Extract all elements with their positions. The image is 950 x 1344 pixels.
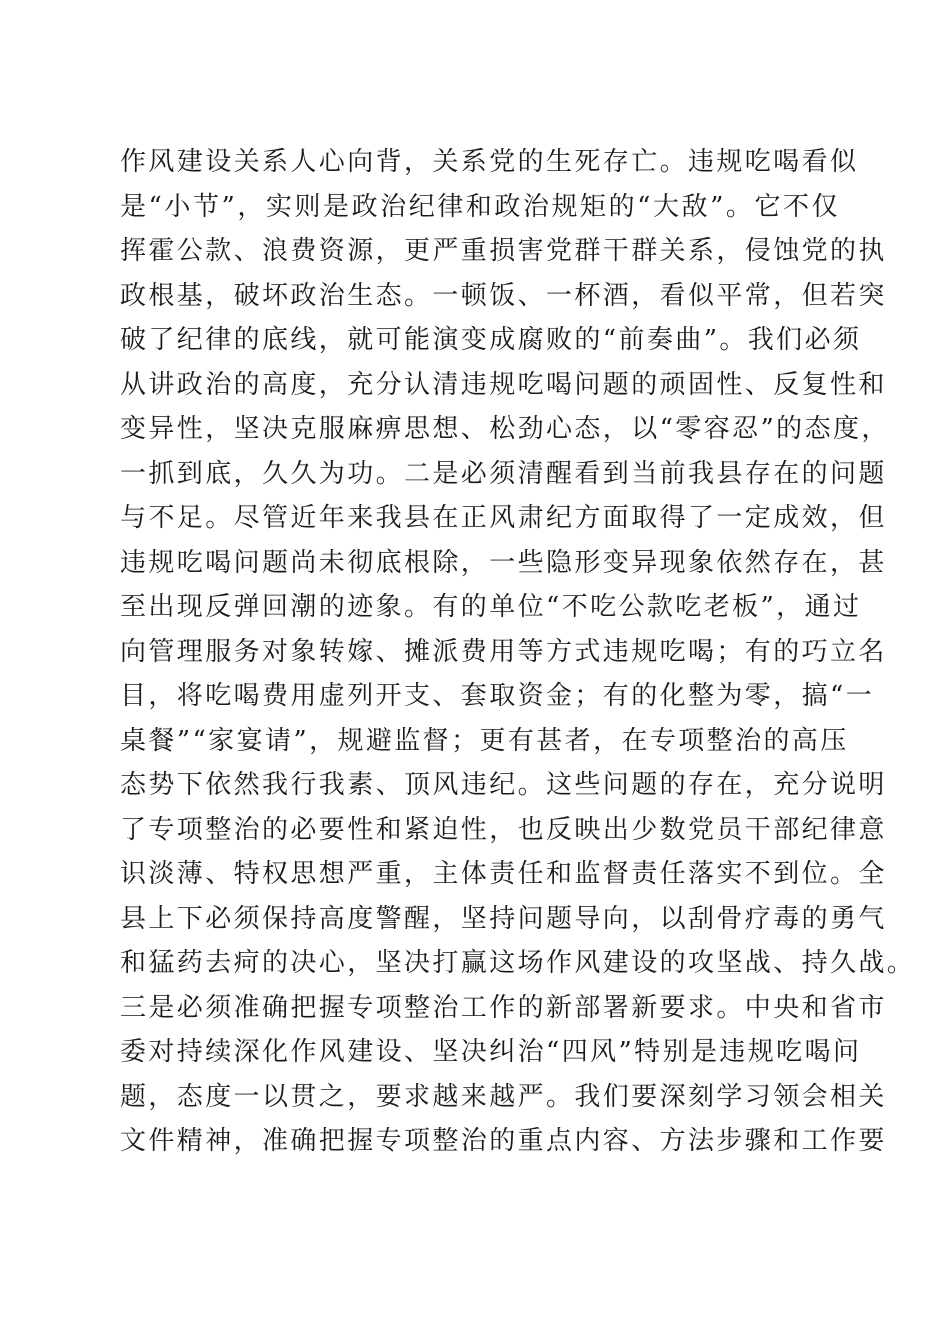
text-line: 目，将吃喝费用虚列开支、套取资金；有的化整为零，搞“一	[120, 681, 875, 711]
text-line: 三是必须准确把握专项整治工作的新部署新要求。中央和省市	[120, 992, 887, 1023]
text-line: 县上下必须保持高度警醒，坚持问题导向，以刮骨疗毒的勇气	[120, 903, 887, 934]
text-line: 态势下依然我行我素、顶风违纪。这些问题的存在，充分说明	[120, 770, 887, 800]
body-paragraph	[120, 140, 916, 1164]
text-line: 破了纪律的底线，就可能演变成腐败的“前奏曲”。我们必须	[120, 325, 862, 355]
text-line: 和猛药去疴的决心，坚决打赢这场作风建设的攻坚战、持久战。	[120, 948, 916, 978]
text-line: 至出现反弹回潮的迹象。有的单位“不吃公款吃老板”，通过	[120, 592, 862, 622]
text-line: 识淡薄、特权思想严重，主体责任和监督责任落实不到位。全	[120, 859, 887, 889]
text-line: 违规吃喝问题尚未彻底根除，一些隐形变异现象依然存在，甚	[120, 547, 887, 578]
text-line: 变异性，坚决克服麻痹思想、松劲心态，以“零容忍”的态度，	[120, 414, 890, 444]
text-line: 一抓到底，久久为功。二是必须清醒看到当前我县存在的问题	[120, 458, 887, 489]
text-line: 挥霍公款、浪费资源，更严重损害党群干群关系，侵蚀党的执	[120, 236, 887, 266]
text-line: 题，态度一以贯之，要求越来越严。我们要深刻学习领会相关	[120, 1081, 887, 1112]
text-line: 从讲政治的高度，充分认清违规吃喝问题的顽固性、反复性和	[120, 369, 887, 400]
text-line: 向管理服务对象转嫁、摊派费用等方式违规吃喝；有的巧立名	[120, 636, 887, 667]
text-line: 文件精神，准确把握专项整治的重点内容、方法步骤和工作要	[120, 1126, 887, 1156]
text-line: 桌餐”“家宴请”，规避监督；更有甚者，在专项整治的高压	[120, 725, 849, 756]
text-line: 政根基，破坏政治生态。一顿饭、一杯酒，看似平常，但若突	[120, 280, 887, 311]
text-line: 是“小节”，实则是政治纪律和政治规矩的“大敌”。它不仅	[120, 191, 840, 222]
text-line: 了专项整治的必要性和紧迫性，也反映出少数党员干部纪律意	[120, 814, 887, 845]
text-line: 与不足。尽管近年来我县在正风肃纪方面取得了一定成效，但	[120, 503, 887, 533]
text-line: 委对持续深化作风建设、坚决纠治“四风”特别是违规吃喝问	[120, 1037, 862, 1067]
text-line: 作风建设关系人心向背，关系党的生死存亡。违规吃喝看似	[120, 147, 859, 177]
